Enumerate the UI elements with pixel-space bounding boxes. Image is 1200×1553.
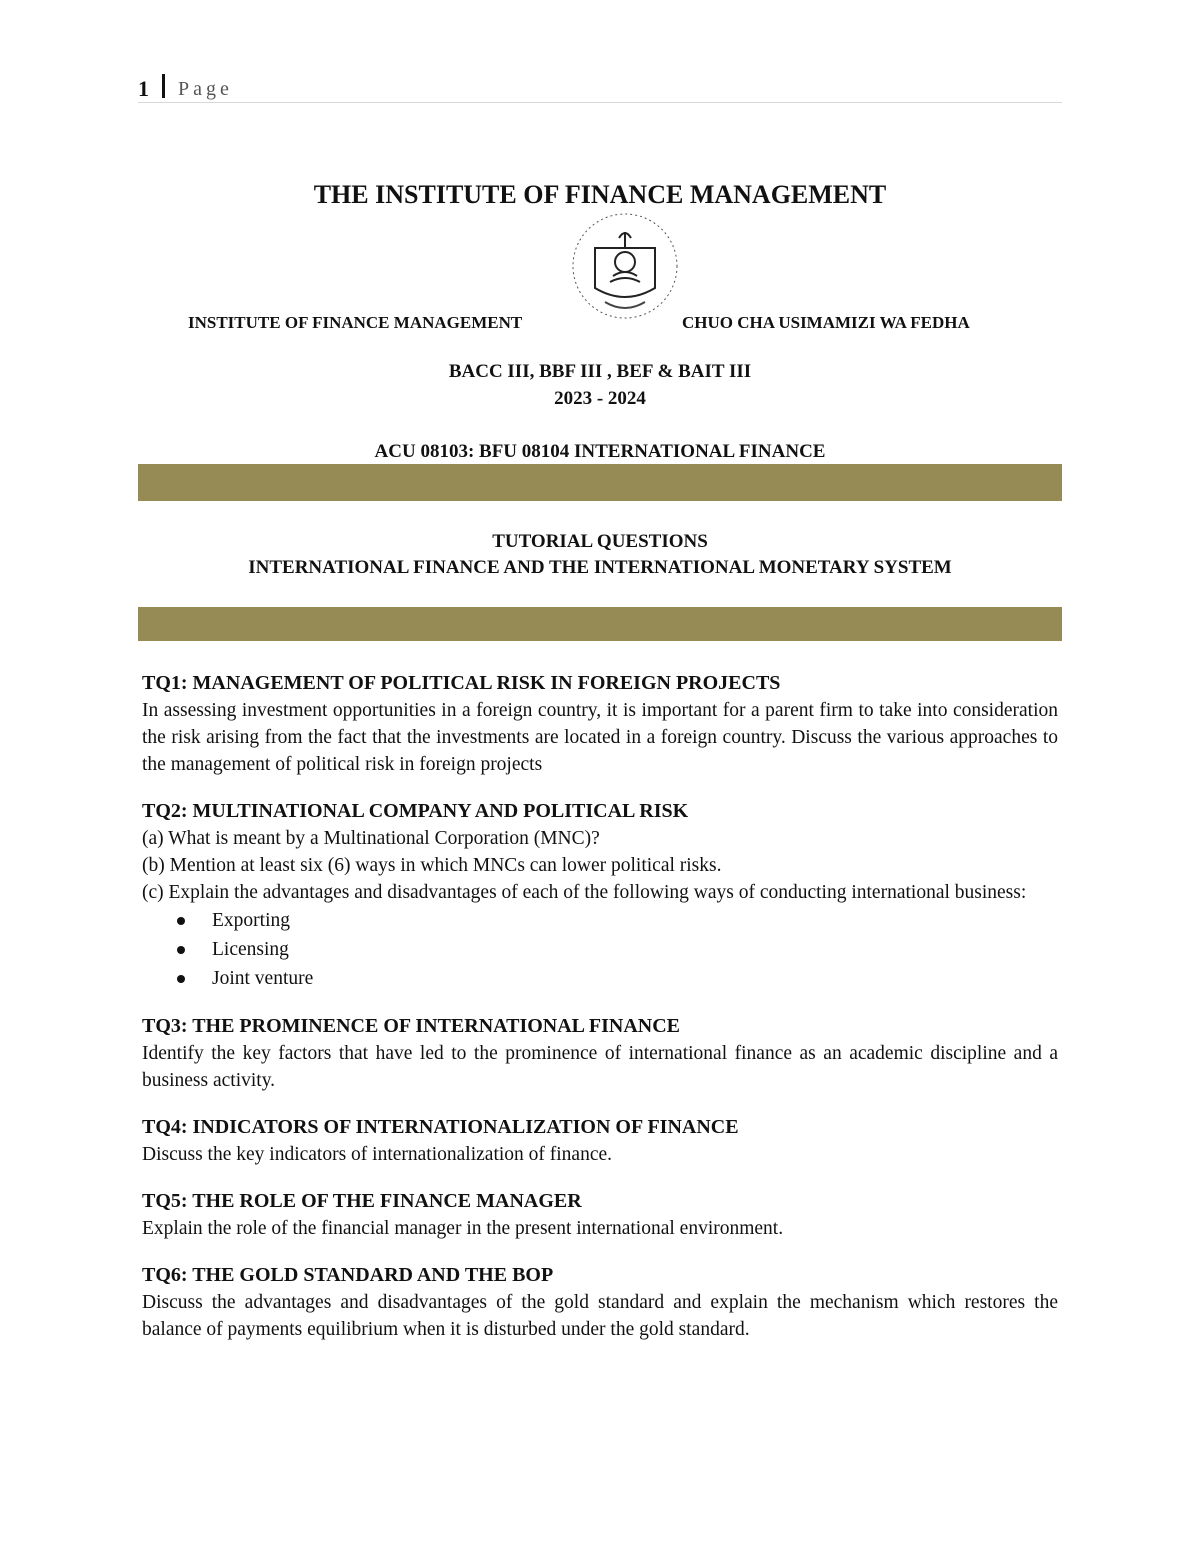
question-title: TQ2: MULTINATIONAL COMPANY AND POLITICAL RISK (142, 800, 689, 822)
institution-name-english: INSTITUTE OF FINANCE MANAGEMENT (188, 313, 523, 332)
tutorial-heading: TUTORIAL QUESTIONS (492, 531, 708, 552)
question-tq6 (142, 1262, 1058, 1343)
question-title: TQ6: THE GOLD STANDARD AND THE BOP (142, 1264, 554, 1286)
question-tq3 (142, 1013, 1058, 1094)
question-body: In assessing investment opportunities in a foreign country, it is important for a parent firm to take into consideration the risk arising from the fact that the investments are located in a foreign country. Discuss the various approaches to the management of political risk in foreign projects (142, 700, 1058, 775)
divider-band-bottom (138, 607, 1062, 641)
question-tq2 (142, 798, 1058, 993)
tutorial-subheading: INTERNATIONAL FINANCE AND THE INTERNATIONAL MONETARY SYSTEM (248, 557, 952, 578)
question-tq5 (142, 1188, 1058, 1242)
question-body: Discuss the key indicators of internationalization of finance. (142, 1144, 613, 1165)
institution-name-swahili: CHUO CHA USIMAMIZI WA FEDHA (682, 313, 970, 332)
header-divider (162, 74, 165, 98)
bullet-item: Joint venture (142, 964, 1058, 993)
bullet-item: Licensing (142, 935, 1058, 964)
question-title: TQ4: INDICATORS OF INTERNATIONALIZATION OF FINANCE (142, 1116, 739, 1138)
bullet-list (142, 906, 1058, 993)
question-body: Explain the role of the financial manager in the present international environment. (142, 1218, 784, 1239)
question-line-c: (c) Explain the advantages and disadvantages of each of the following ways of conducting international business: (142, 882, 1027, 903)
programme: BACC III, BBF III , BEF & BAIT III (448, 361, 752, 382)
institution-title: THE INSTITUTE OF FINANCE MANAGEMENT (313, 180, 887, 209)
question-body: Discuss the advantages and disadvantages of the gold standard and explain the mechanism which restores the balance of payments equilibrium when it is disturbed under the gold standard. (142, 1292, 1058, 1340)
question-body: Identify the key factors that have led to the prominence of international finance as an academic discipline and a business activity. (142, 1043, 1058, 1091)
question-tq1 (142, 670, 1058, 778)
bullet-item: Exporting (142, 906, 1058, 935)
page-header (138, 72, 1062, 103)
question-title: TQ1: MANAGEMENT OF POLITICAL RISK IN FOREIGN PROJECTS (142, 672, 781, 694)
academic-year: 2023 - 2024 (554, 388, 646, 409)
page-word: Page (178, 78, 233, 100)
course-title: ACU 08103: BFU 08104 INTERNATIONAL FINANCE (374, 441, 826, 462)
questions-list (142, 670, 1058, 1363)
question-line-b: (b) Mention at least six (6) ways in which MNCs can lower political risks. (142, 855, 722, 876)
question-tq4 (142, 1114, 1058, 1168)
question-title: TQ5: THE ROLE OF THE FINANCE MANAGER (142, 1190, 582, 1212)
page-number: 1 (138, 76, 149, 101)
question-title: TQ3: THE PROMINENCE OF INTERNATIONAL FINANCE (142, 1015, 681, 1037)
question-line-a: (a) What is meant by a Multinational Corporation (MNC)? (142, 828, 600, 849)
divider-band-top (138, 464, 1062, 501)
institute-crest-icon (565, 210, 685, 328)
